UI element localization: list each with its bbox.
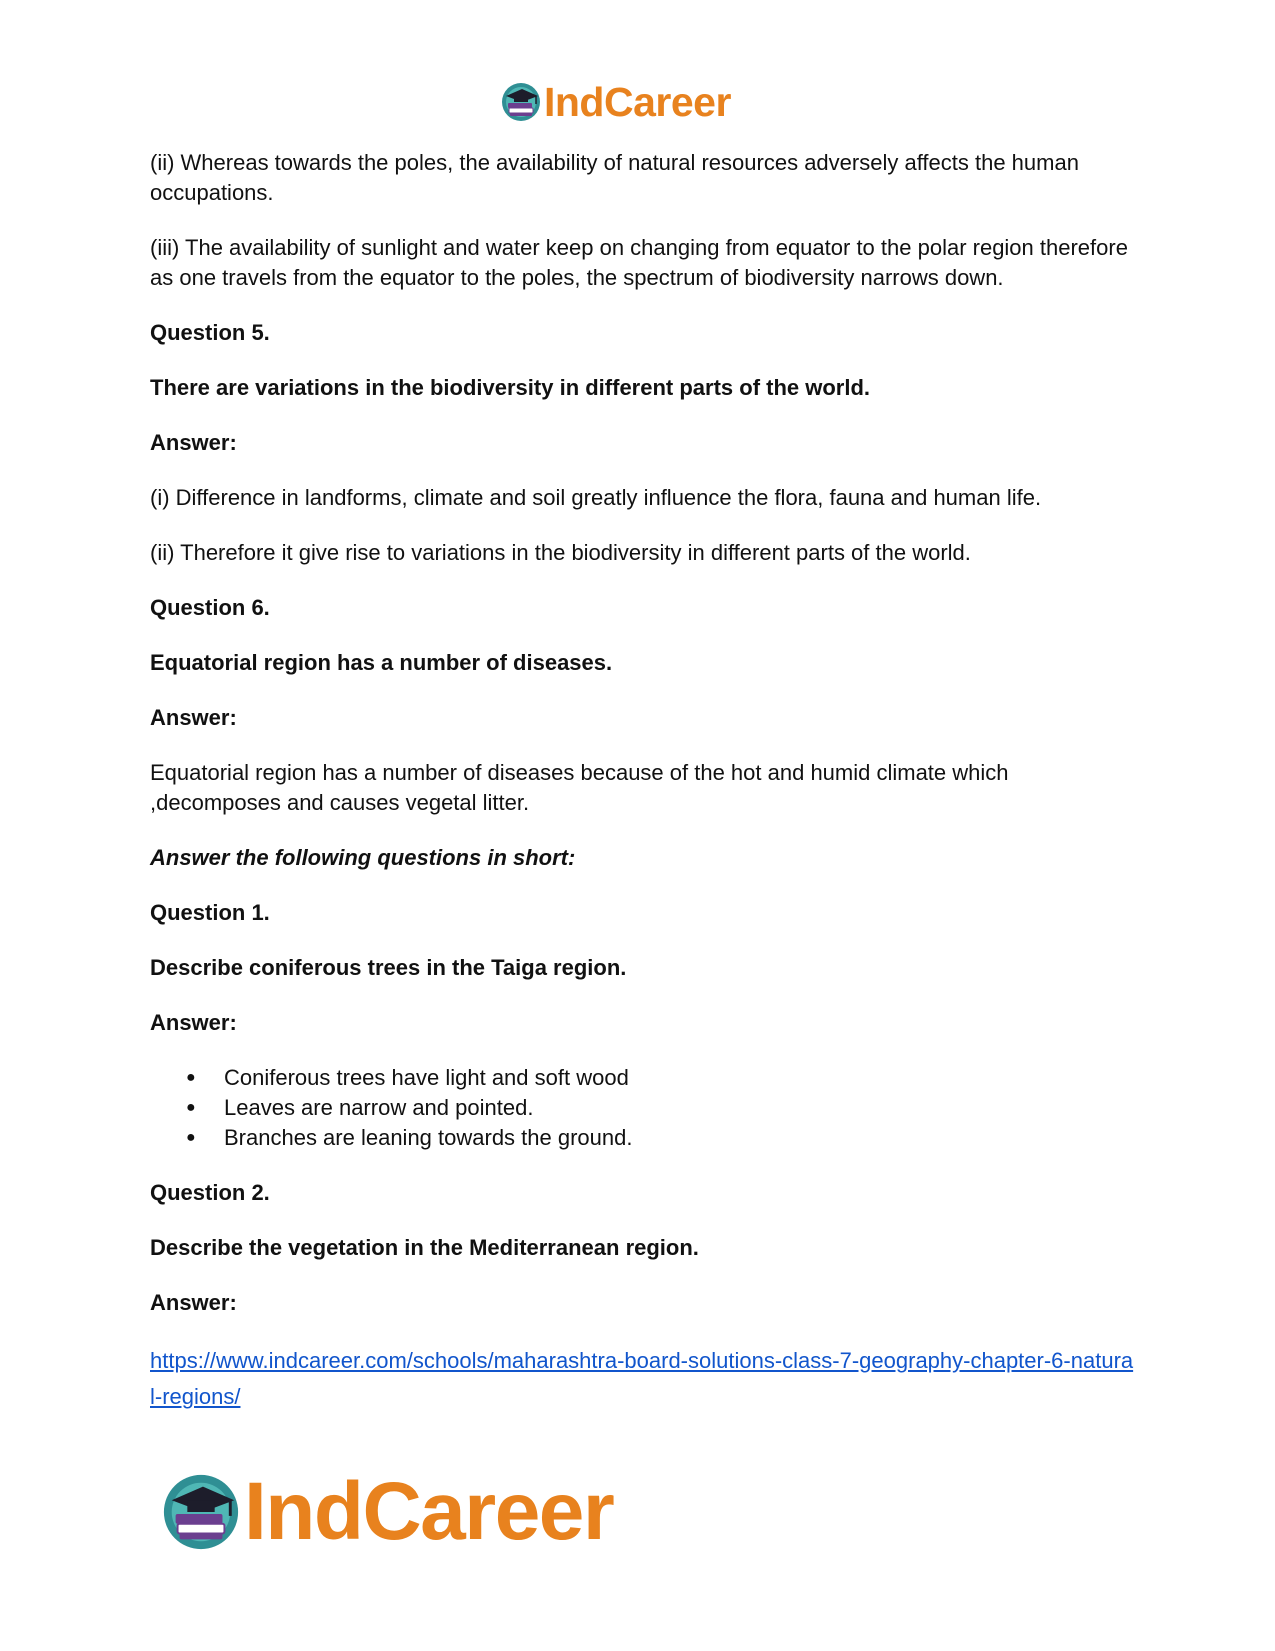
question-text: Describe coniferous trees in the Taiga region.: [150, 955, 627, 980]
list-item: [186, 1123, 1135, 1153]
paragraph: (i) Difference in landforms, climate and soil greatly influence the flora, fauna and human life.: [150, 485, 1042, 510]
section-heading: Answer the following questions in short:: [150, 845, 576, 870]
list-item: [186, 1093, 1135, 1123]
list-item: [186, 1063, 1135, 1093]
list-item-text: Branches are leaning towards the ground.: [224, 1125, 633, 1150]
logo-wordmark: IndCareer: [244, 1466, 614, 1557]
paragraph: Equatorial region has a number of diseases because of the hot and humid climate which ,decomposes and causes vegetal litter.: [150, 760, 1009, 815]
question-text: There are variations in the biodiversity in different parts of the world.: [150, 375, 871, 400]
list-item-text: Coniferous trees have light and soft wood: [224, 1065, 629, 1090]
answer-label: Answer:: [150, 430, 237, 455]
question-heading: Question 5.: [150, 320, 270, 345]
question-text: Describe the vegetation in the Mediterranean region.: [150, 1235, 699, 1260]
source-link[interactable]: https://www.indcareer.com/schools/maharashtra-board-solutions-class-7-geography-chapter-6-natural-regions/: [150, 1348, 1134, 1409]
document-body: [150, 148, 1135, 1415]
question-text: Equatorial region has a number of diseases.: [150, 650, 613, 675]
question-heading: Question 6.: [150, 595, 270, 620]
bullet-icon: ●: [186, 1099, 196, 1116]
answer-bullet-list: [150, 1063, 1135, 1153]
paragraph: (ii) Therefore it give rise to variations in the biodiversity in different parts of the world.: [150, 540, 971, 565]
question-heading: Question 1.: [150, 900, 270, 925]
bullet-icon: ●: [186, 1069, 196, 1086]
graduation-book-icon: [500, 81, 542, 123]
answer-label: Answer:: [150, 1010, 237, 1035]
graduation-book-icon: [160, 1471, 242, 1553]
bullet-icon: ●: [186, 1129, 196, 1146]
footer-logo: [160, 1468, 613, 1556]
list-item-text: Leaves are narrow and pointed.: [224, 1095, 534, 1120]
paragraph: (iii) The availability of sunlight and water keep on changing from equator to the polar region therefore as one travels from the equator to the poles, the spectrum of biodiversity narrows down.: [150, 235, 1128, 290]
header-logo: [500, 78, 731, 126]
paragraph: (ii) Whereas towards the poles, the availability of natural resources adversely affects the human occupations.: [150, 150, 1079, 205]
answer-label: Answer:: [150, 1290, 237, 1315]
question-heading: Question 2.: [150, 1180, 270, 1205]
logo-wordmark: IndCareer: [544, 79, 731, 125]
answer-label: Answer:: [150, 705, 237, 730]
